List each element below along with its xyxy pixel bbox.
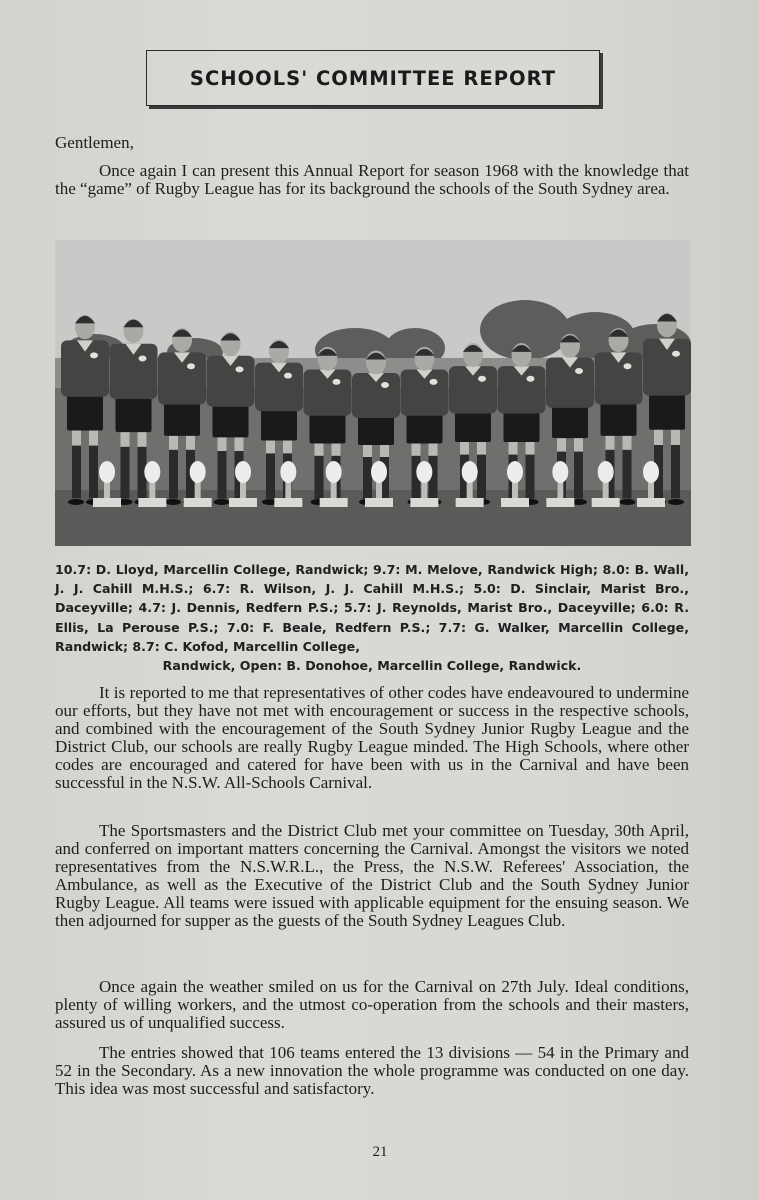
caption-text: 10.7: D. Lloyd, Marcellin College, Randwick; 9.7: M. Melove, Randwick High; 8.0: B. Wall, J. J. Cahill M.H.S.; 6.7: R. Wilson, J. J. Cahill M.H.S.; 5.0: D. Sinclair, Marist Bro., Daceyville; 4.7: J. Dennis, Redfern P.S.; 5.7: J. Reynolds, Marist Bro., Daceyville; 6.0: R. Ellis, La Perouse P.S.; 7.0: F. Beale, Redfern P.S.; 7.7: G. Walker, Marcellin College, Randwick; 8.7: C. Kofod, Marcellin College,: [55, 562, 689, 654]
team-photo-image: [55, 240, 691, 546]
title-box: [146, 50, 600, 106]
page-title: SCHOOLS' COMMITTEE REPORT: [189, 66, 557, 90]
caption-last-line: Randwick, Open: B. Donohoe, Marcellin College, Randwick.: [162, 658, 582, 674]
paragraph-4: Once again the weather smiled on us for the Carnival on 27th July. Ideal conditions, plenty of willing workers, and the utmost co-operation from the schools and their masters, assured us of unqualified success.: [55, 977, 689, 1032]
page-number: 21: [372, 1144, 388, 1160]
salutation: Gentlemen,: [55, 133, 134, 152]
team-photo: [55, 240, 691, 546]
paragraph-1: Once again I can present this Annual Report for season 1968 with the knowledge that the “game” of Rugby League has for its background the schools of the South Sydney area.: [55, 161, 689, 198]
paragraph-2: It is reported to me that representatives of other codes have endeavoured to undermine our efforts, but they have not met with encouragement or success in the respective schools, and combined with the encouragement of the South Sydney Junior Rugby League and the District Club, our schools are really Rugby League minded. The High Schools, where other codes are encouraged and catered for have been with us in the Carnival and have been successful in the N.S.W. All-Schools Carnival.: [55, 683, 689, 792]
paragraph-3: The Sportsmasters and the District Club met your committee on Tuesday, 30th April, and conferred on important matters concerning the Carnival. Amongst the visitors we noted representatives from the N.S.W.R.L., the Press, the N.S.W. Referees' Association, the Ambulance, as well as the Executive of the District Club and the South Sydney Junior Rugby League. All teams were issued with applicable equipment for the ensuing season. We then adjourned for supper as the guests of the South Sydney Leagues Club.: [55, 821, 689, 930]
photo-caption: [55, 560, 689, 675]
paragraph-5: The entries showed that 106 teams entered the 13 divisions — 54 in the Primary and 52 in the Secondary. As a new innovation the whole programme was conducted on one day. This idea was most successful and satisfactory.: [55, 1043, 689, 1098]
